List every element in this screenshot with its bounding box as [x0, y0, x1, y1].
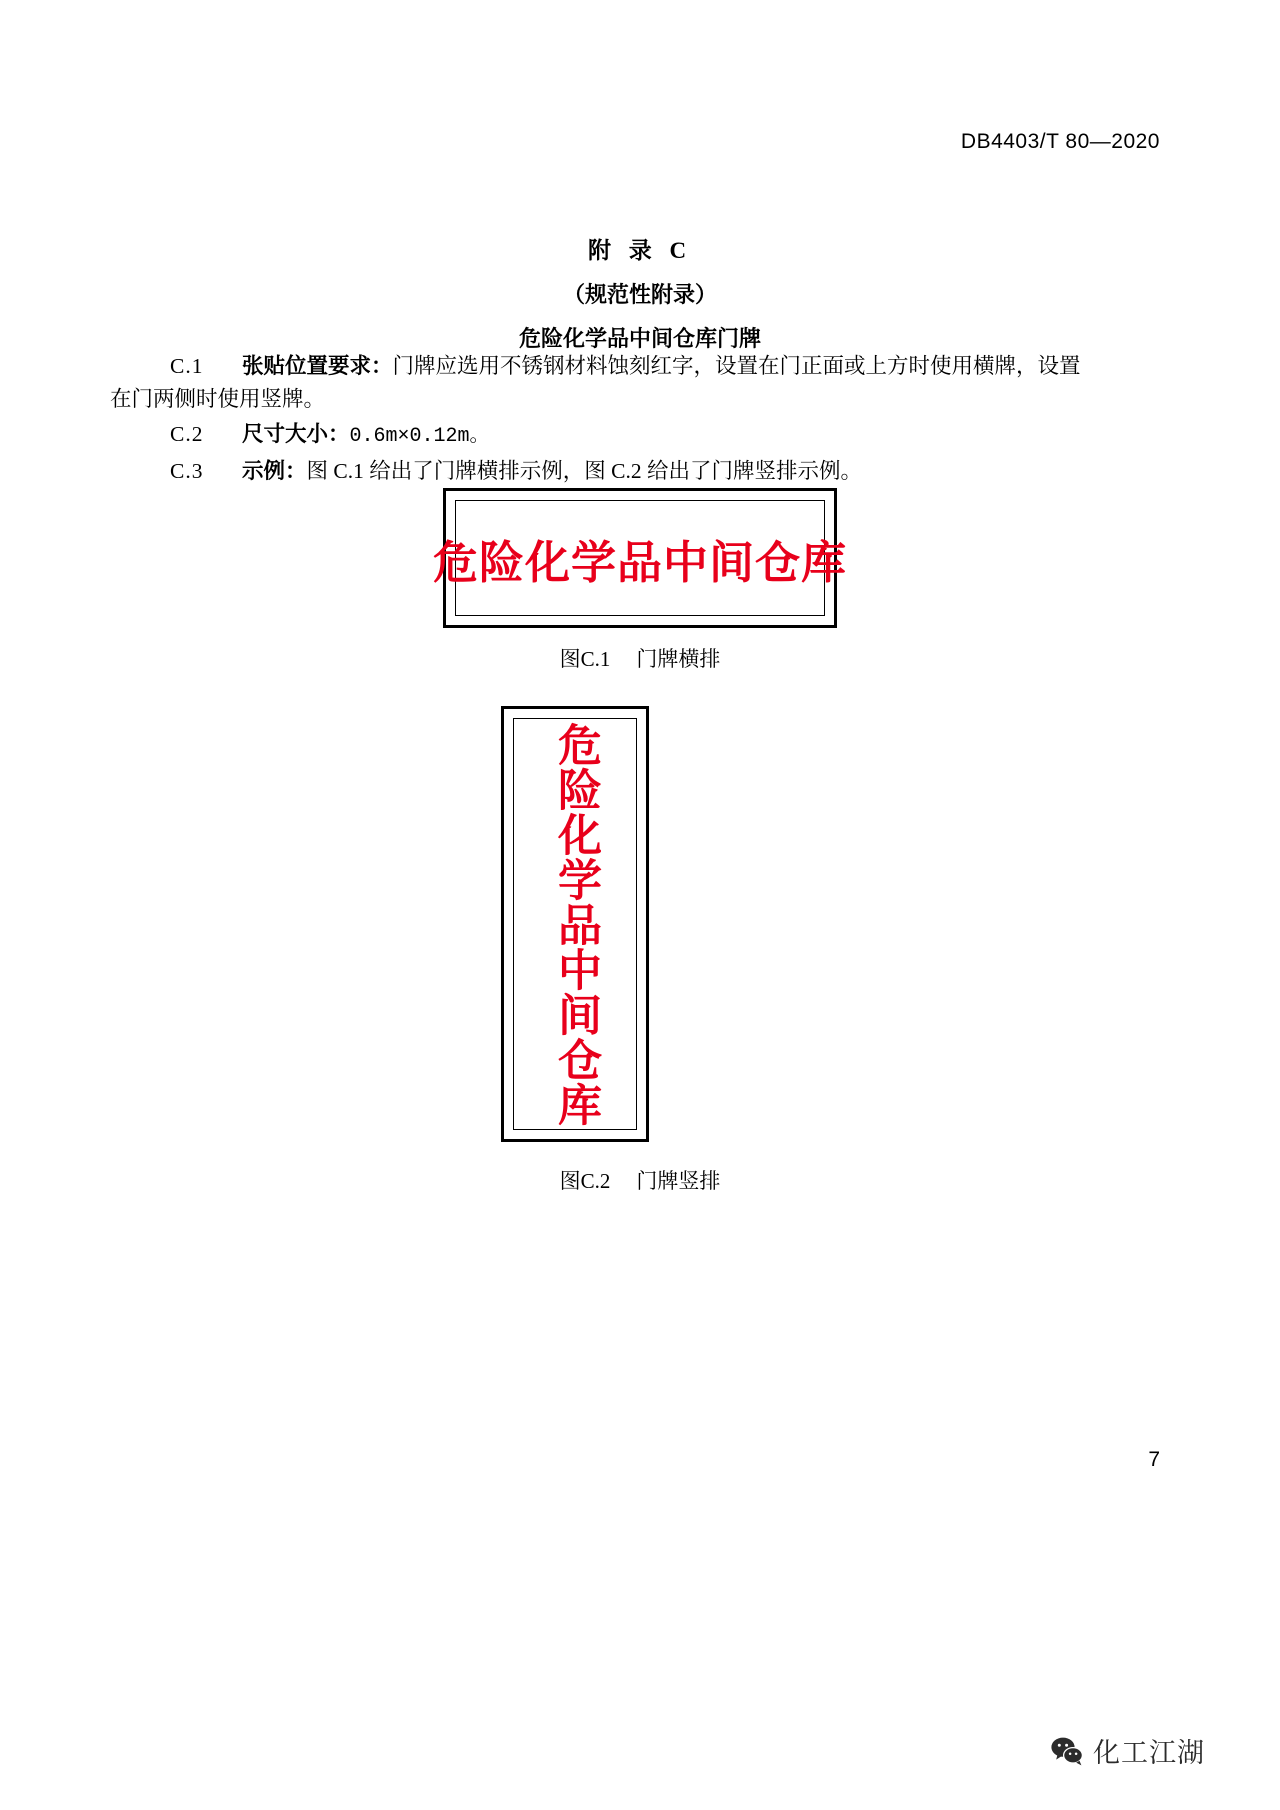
signboard-vertical-text: 危险化学品中间仓库 — [551, 721, 600, 1127]
clause-c1 — [110, 350, 1185, 416]
clause-c2-number: C.2 — [170, 422, 204, 446]
figure-c1-signboard-horizontal — [433, 488, 848, 628]
clause-c3-number: C.3 — [170, 459, 204, 483]
annex-name: 危险化学品中间仓库门牌 — [518, 326, 761, 351]
clause-c1-text: 门牌应选用不锈钢材料蚀刻红字，设置在门正面或上方时使用横牌，设置 — [392, 354, 1081, 378]
clause-list — [110, 350, 1185, 490]
annex-subtitle: （规范性附录） — [562, 282, 717, 307]
clause-c3-text: 图 C.1 给出了门牌横排示例，图 C.2 给出了门牌竖排示例。 — [306, 459, 862, 483]
figure-c2-caption-label: 图C.2 — [559, 1169, 611, 1193]
wechat-watermark-label: 化工江湖 — [1093, 1738, 1205, 1768]
annex-heading-block — [0, 232, 1280, 353]
figure-c1-caption-name: 门牌横排 — [636, 647, 721, 671]
clause-c2 — [110, 418, 1185, 453]
standard-code-header: DB4403/T 80—2020 — [960, 130, 1160, 153]
clause-c3-lead: 示例： — [242, 459, 307, 483]
wechat-watermark — [1050, 1731, 1205, 1770]
wechat-icon — [1050, 1734, 1084, 1768]
figure-c2-signboard-vertical — [501, 706, 649, 1142]
signboard-outer-frame-vertical — [501, 706, 649, 1142]
clause-c1-number: C.1 — [170, 354, 204, 378]
signboard-horizontal-text: 危险化学品中间仓库 — [433, 536, 848, 588]
clause-c1-continuation: 在门两侧时使用竖牌。 — [110, 387, 326, 411]
clause-c2-text: 0.6m×0.12m。 — [349, 425, 490, 448]
signboard-inner-frame-vertical — [513, 718, 637, 1130]
figure-c2-caption-name: 门牌竖排 — [636, 1169, 721, 1193]
signboard-outer-frame — [433, 488, 848, 628]
clause-c3 — [110, 455, 1185, 488]
signboard-inner-frame — [433, 500, 848, 616]
figure-c1-caption — [0, 643, 1280, 673]
figure-c2-caption — [0, 1165, 1280, 1195]
annex-title: 附 录 C — [587, 238, 693, 263]
clause-c2-lead: 尺寸大小： — [242, 422, 350, 446]
clause-c1-lead: 张贴位置要求： — [242, 354, 393, 378]
page-number: 7 — [1148, 1448, 1160, 1471]
figure-c1-caption-label: 图C.1 — [559, 647, 611, 671]
